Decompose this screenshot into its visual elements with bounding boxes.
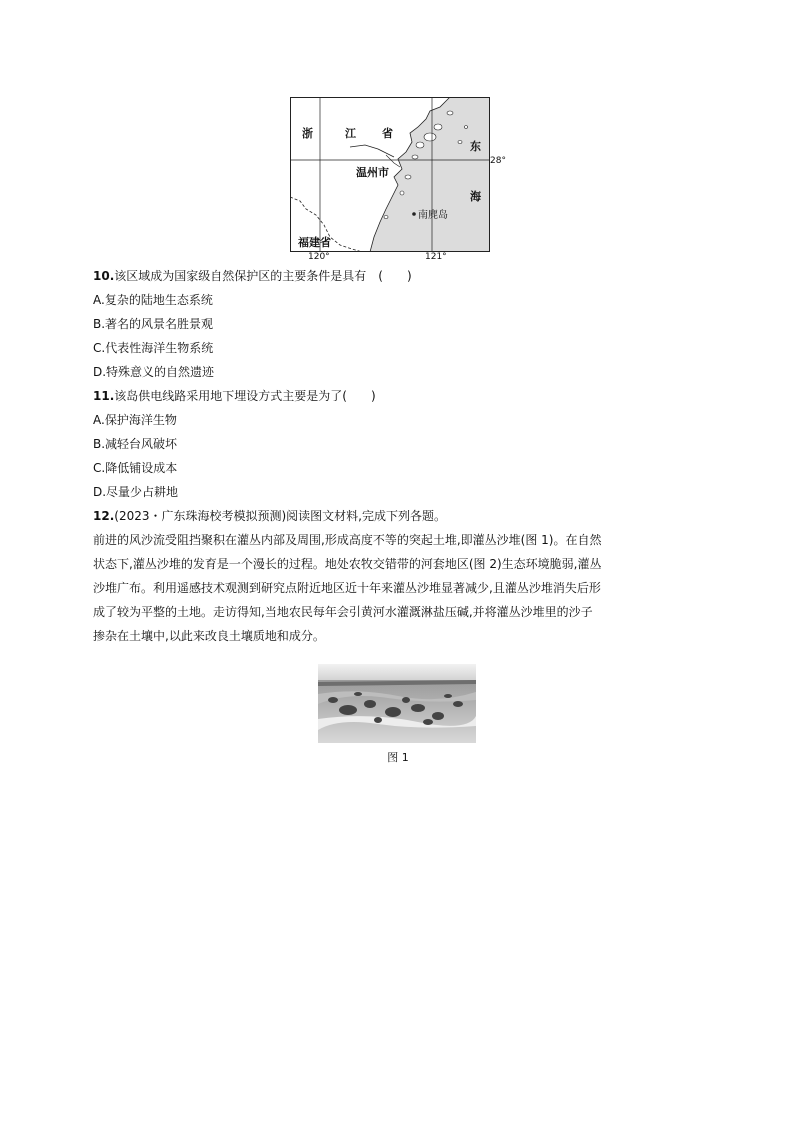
passage-line: 掺杂在土壤中,以此来改良土壤质地和成分。	[93, 629, 325, 643]
question-12	[93, 508, 446, 524]
map-drawing	[290, 97, 490, 252]
map-label-hai: 海	[470, 190, 481, 203]
map-label-sheng: 省	[382, 127, 393, 140]
q10-option-b: B.著名的风景名胜景观	[93, 317, 214, 331]
figure-1-photo	[318, 664, 476, 743]
map-label-zhe: 浙	[302, 127, 313, 140]
passage-line: 前进的风沙流受阻挡聚积在灌丛内部及周围,形成高度不等的突起土堆,即灌丛沙堆(图 1)。在自然	[93, 533, 602, 547]
question-11	[93, 388, 376, 404]
q11-option-b: B.减轻台风破坏	[93, 437, 178, 451]
nanji-dot	[412, 212, 416, 216]
passage-line: 成了较为平整的土地。走访得知,当地农民每年会引黄河水灌溉淋盐压碱,并将灌丛沙堆里的沙子	[93, 605, 593, 619]
question-10	[93, 268, 412, 284]
region-map	[290, 97, 490, 252]
q10-option-a: A.复杂的陆地生态系统	[93, 293, 213, 307]
passage-line: 沙堆广布。利用遥感技术观测到研究点附近地区近十年来灌丛沙堆显著减少,且灌丛沙堆消失后形	[93, 581, 601, 595]
q10-option-d: D.特殊意义的自然遗迹	[93, 365, 215, 379]
question-text: 该区域成为国家级自然保护区的主要条件是具有 ( )	[114, 269, 412, 283]
map-label-fujian: 福建省	[298, 236, 331, 249]
map-label-nanji: 南麂岛	[418, 210, 448, 221]
q11-option-a: A.保护海洋生物	[93, 413, 177, 427]
q11-option-c: C.降低铺设成本	[93, 461, 178, 475]
q12-passage	[93, 528, 703, 648]
question-number: 12.	[93, 509, 115, 523]
passage-line: 状态下,灌丛沙堆的发育是一个漫长的过程。地处农牧交错带的河套地区(图 2)生态环境脆弱,灌丛	[93, 557, 602, 571]
question-number: 10.	[93, 269, 115, 283]
map-label-wenzhou: 温州市	[356, 166, 389, 179]
map-label-jiang: 江	[345, 127, 356, 140]
question-text: 该岛供电线路采用地下埋设方式主要是为了( )	[114, 389, 376, 403]
q11-option-d: D.尽量少占耕地	[93, 485, 179, 499]
question-number: 11.	[93, 389, 115, 403]
figure-1-caption: 图 1	[387, 751, 409, 764]
coord-lon-121: 121°	[425, 252, 447, 262]
map-label-dong: 东	[470, 140, 481, 153]
q10-option-c: C.代表性海洋生物系统	[93, 341, 214, 355]
coord-lon-120: 120°	[308, 252, 330, 262]
question-text: (2023・广东珠海校考模拟预测)阅读图文材料,完成下列各题。	[114, 509, 446, 523]
coord-lat-28: 28°	[490, 156, 506, 166]
